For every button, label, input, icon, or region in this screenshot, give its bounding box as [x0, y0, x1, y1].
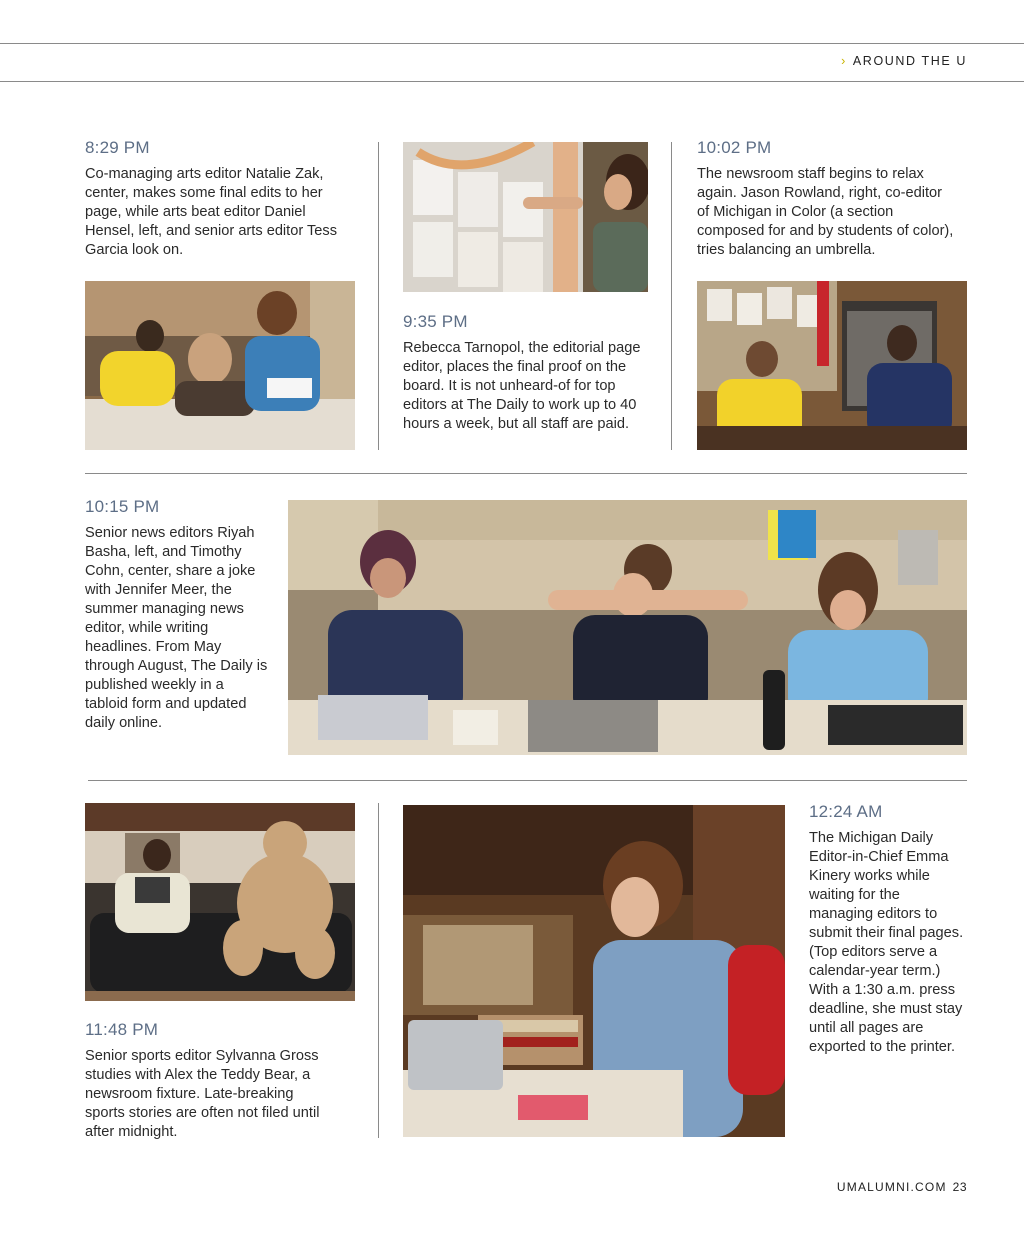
entry-caption-1148: Senior sports editor Sylvanna Gross studies with Alex the Teddy Bear, a newsroom fixture. Late-breaking sports stories are often not filed until after midnight.: [85, 1048, 320, 1140]
header-bottom-rule: [0, 81, 1024, 82]
photo-arts-editors: [85, 281, 355, 450]
row-divider: [85, 473, 967, 474]
photo-umbrella: [697, 281, 967, 450]
photo-proof-board: [403, 142, 648, 292]
entry-caption-1015: Senior news editors Riyah Basha, left, and Timothy Cohn, center, share a joke with Jennifer Meer, the summer managing news editor, while writing headlines. From May through August, The Daily is published weekly in a tabloid form and updated daily online.: [85, 525, 268, 731]
page-footer: [837, 1180, 967, 1194]
entry-caption-935: Rebecca Tarnopol, the editorial page editor, places the final proof on the board. It is not unheard-of for top editors at The Daily to work up to 40 hours a week, but all staff are paid.: [403, 340, 641, 432]
column-divider: [378, 142, 379, 450]
row-divider: [88, 780, 967, 781]
entry-time-1224: 12:24 AM: [809, 802, 883, 821]
entry-caption-1002: The newsroom staff begins to relax again. Jason Rowland, right, co-editor of Michigan in Color (a section composed for and by students of color), tries balancing an umbrella.: [697, 166, 954, 258]
entry-time-935: 9:35 PM: [403, 312, 468, 331]
entry-time-1015: 10:15 PM: [85, 497, 160, 516]
footer-site: UMALUMNI.COM: [836, 1180, 947, 1194]
section-title: AROUND THE U: [852, 54, 967, 68]
entry-time-829: 8:29 PM: [85, 138, 150, 157]
entry-time-1148: 11:48 PM: [85, 1020, 159, 1039]
column-divider: [671, 142, 672, 450]
page-number: 23: [952, 1180, 967, 1194]
section-label: [841, 54, 967, 68]
top-rule: [0, 43, 1024, 44]
photo-teddy-bear: [85, 803, 355, 1001]
chevron-right-icon: ›: [841, 54, 847, 68]
column-divider: [378, 803, 379, 1138]
photo-news-editors: [288, 500, 967, 755]
entry-time-1002: 10:02 PM: [697, 138, 772, 157]
entry-caption-1224: The Michigan Daily Editor-in-Chief Emma Kinery works while waiting for the managing editors to submit their final pages. (Top editors serve a calendar-year term.) With a 1:30 a.m. press deadline, she must stay until all pages are exported to the printer.: [809, 830, 964, 1055]
photo-editor-in-chief: [403, 805, 785, 1137]
entry-caption-829: Co-managing arts editor Natalie Zak, center, makes some final edits to her page, while arts beat editor Daniel Hensel, left, and senior arts editor Tess Garcia look on.: [85, 166, 338, 258]
